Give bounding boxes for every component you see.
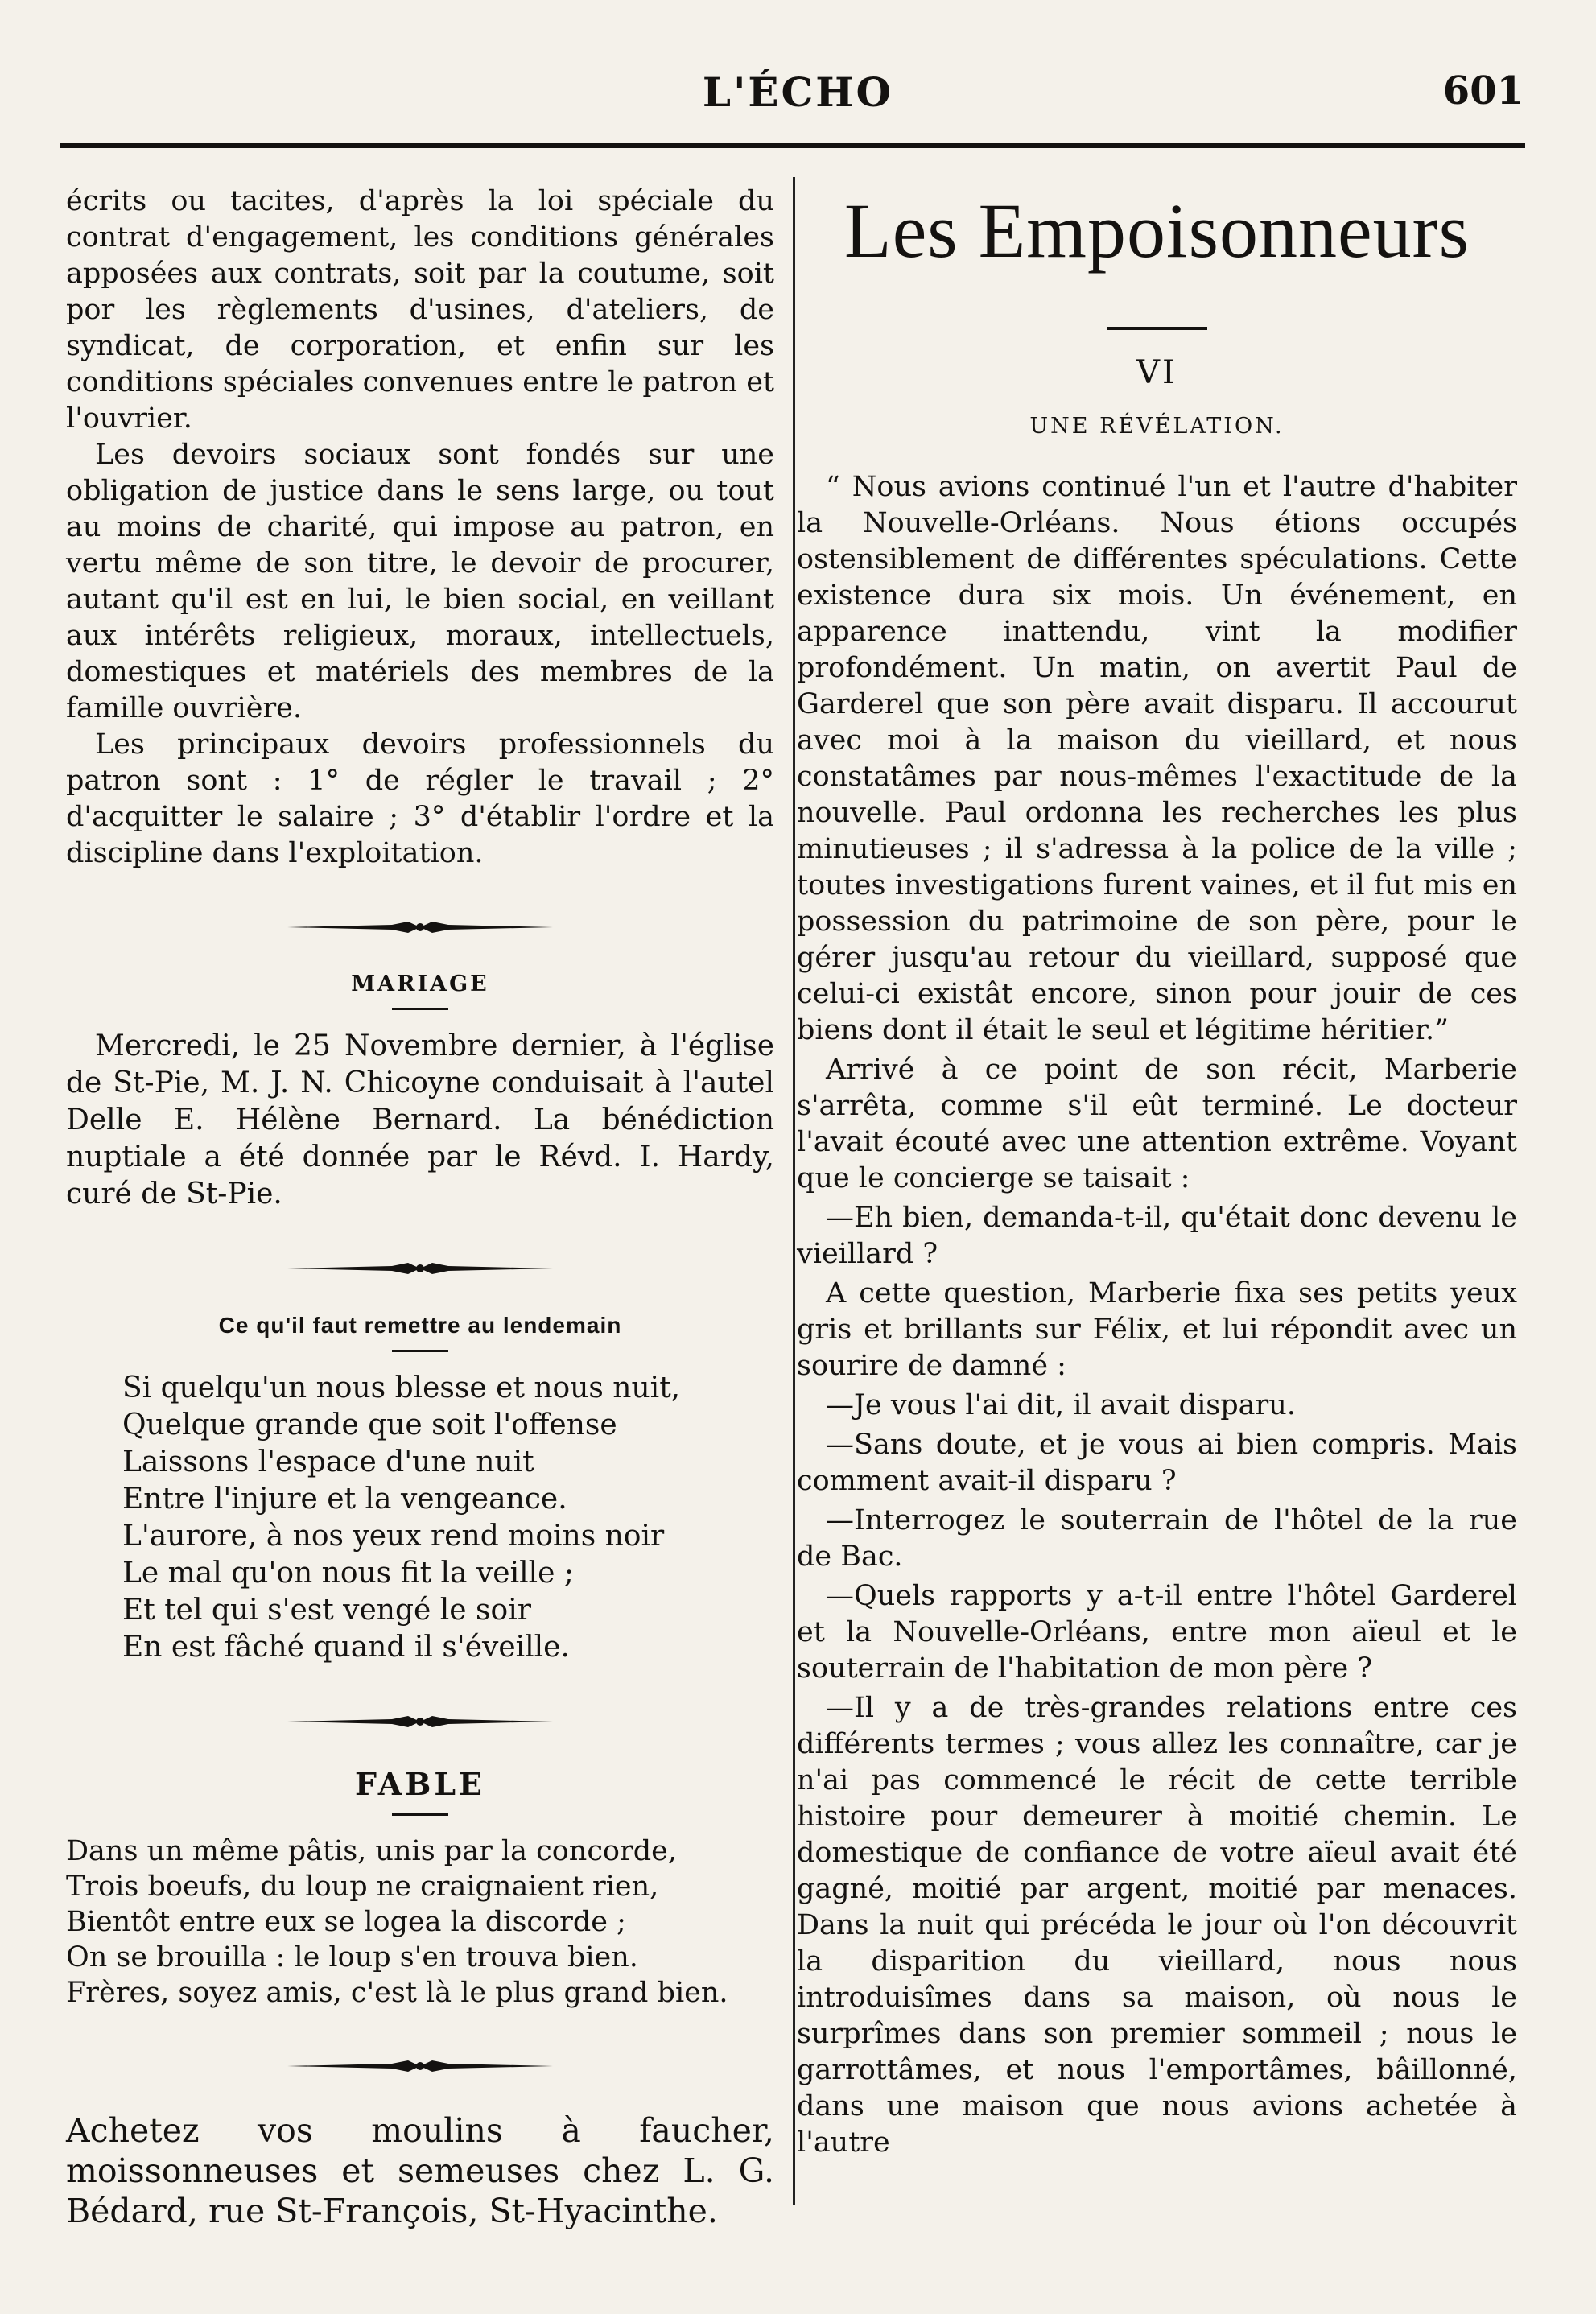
continuation-paragraph: écrits ou tacites, d'après la loi spéciale du contrat d'engagement, les conditions générales apposées aux contrats, soit par la coutume, soit por les règlements d'usines, d'ateliers, de syndicat, de corporation, et enfin sur les conditions spéciales convenues entre le patron et l'ouvrier. — [66, 185, 774, 435]
story-paragraph: “ Nous avions continué l'un et l'autre d'habiter la Nouvelle-Orléans. Nous étions occupés ostensiblement de différentes spéculations. Cette existence dura six mois. Un événement, en apparence inattendu, vint la modifier profondément. Un matin, on avertit Paul de Garderel que son père avait disparu. Il accourut avec moi à la maison du vieillard, et nous constatâmes par nous-mêmes l'exactitude de la nouvelle. Paul ordonna les recherches les plus minutieuses ; il s'adressa à la police de la ville ; toutes investigations furent vaines, et il fut mis en possession du patrimoine de son père, pour le gérer jusqu'au retour du vieillard, supposé que celui-ci existât encore, sinon pour jouir de ces biens dont il était le seul et légitime héritier.” — [797, 471, 1517, 1046]
left-column — [66, 184, 774, 2231]
title-rule — [1107, 327, 1207, 330]
heading-rule — [392, 1813, 448, 1816]
right-column — [797, 184, 1517, 2164]
fable-line: Dans un même pâtis, unis par la concorde, — [66, 1835, 677, 1867]
poem-line: Entre l'injure et la vengeance. — [122, 1483, 567, 1516]
story-paragraph: —Quels rapports y a-t-il entre l'hôtel Garderel et la Nouvelle-Orléans, entre mon aïeul et le souterrain de l'habitation de mon père ? — [797, 1580, 1517, 1685]
mariage-heading: MARIAGE — [351, 971, 489, 996]
poem-heading: Ce qu'il faut remettre au lendemain — [218, 1313, 622, 1338]
story-paragraph: A cette question, Marberie fixa ses petits yeux gris et brillants sur Félix, et lui répondit avec un sourire de damné : — [797, 1277, 1517, 1382]
ornamental-divider — [287, 2057, 553, 2075]
story-paragraph: —Interrogez le souterrain de l'hôtel de la rue de Bac. — [797, 1504, 1517, 1573]
chapter-number: VI — [1136, 354, 1177, 391]
running-header — [0, 68, 1596, 125]
poem — [122, 1370, 774, 1666]
story-paragraph: —Sans doute, et je vous ai bien compris. Mais comment avait-il disparu ? — [797, 1429, 1517, 1497]
poem-line: Et tel qui s'est vengé le soir — [122, 1594, 531, 1627]
header-rule — [60, 143, 1525, 148]
heading-rule — [392, 1350, 448, 1352]
story-title: Les Empoisonneurs — [844, 188, 1470, 274]
column-divider — [793, 177, 795, 2205]
advertisement: Achetez vos moulins à faucher, moissonneuses et semeuses chez L. G. Bédard, rue St-François, St-Hyacinthe. — [66, 2111, 774, 2230]
heading-rule — [392, 1008, 448, 1010]
story-paragraph: —Il y a de très-grandes relations entre ces différents termes ; vous allez les connaître, car je n'ai pas commencé le récit de cette terrible histoire pour demeurer à moitié chemin. Le domestique de confiance de votre aïeul avait été gagné, moitié par argent, moitié par menaces. Dans la nuit qui précéda le jour où l'on découvrit la disparition du vieillard, nous nous introduisîmes dans sa maison, où nous le surprîmes dans son premier sommeil ; nous le garrottâmes, et nous l'emportâmes, bâillonné, dans une maison que nous avions achetée à l'autre — [797, 1692, 1517, 2159]
story-paragraph: —Je vous l'ai dit, il avait disparu. — [826, 1389, 1296, 1421]
poem-line: Laissons l'espace d'une nuit — [122, 1446, 534, 1479]
poem-line: Quelque grande que soit l'offense — [122, 1409, 617, 1442]
chapter-title: UNE RÉVÉLATION. — [1029, 414, 1285, 439]
poem-line: En est fâché quand il s'éveille. — [122, 1631, 570, 1664]
continuation-paragraph: Les devoirs sociaux sont fondés sur une obligation de justice dans le sens large, ou tout au moins de charité, qui impose au patron, en vertu même de son titre, le devoir de procurer, autant qu'il est en lui, le bien social, en veillant aux intérêts religieux, moraux, intellectuels, domestiques et matériels des membres de la famille ouvrière. — [66, 439, 774, 724]
fable-heading: FABLE — [354, 1766, 486, 1802]
story-paragraph: —Eh bien, demanda-t-il, qu'était donc devenu le vieillard ? — [797, 1202, 1517, 1270]
fable-line: Frères, soyez amis, c'est là le plus grand bien. — [66, 1977, 728, 2009]
continuation-paragraph: Les principaux devoirs professionnels du patron sont : 1° de régler le travail ; 2° d'acquitter le salaire ; 3° d'établir l'ordre et la discipline dans l'exploitation. — [66, 728, 774, 869]
poem-line: L'aurore, à nos yeux rend moins noir — [122, 1520, 665, 1553]
poem-line: Le mal qu'on nous fit la veille ; — [122, 1557, 575, 1590]
mariage-text: Mercredi, le 25 Novembre dernier, à l'église de St-Pie, M. J. N. Chicoyne conduisait à l'autel Delle E. Hélène Bernard. La bénédiction nuptiale a été donnée par le Révd. I. Hardy, curé de St-Pie. — [66, 1029, 774, 1211]
ornamental-divider — [287, 1260, 553, 1277]
fable-line: Trois boeufs, du loup ne craignaient rien, — [66, 1871, 659, 1903]
ornamental-divider — [287, 1713, 553, 1730]
story-paragraph: Arrivé à ce point de son récit, Marberie s'arrêta, comme s'il eût terminé. Le docteur l'avait écouté avec une attention extrême. Voyant que le concierge se taisait : — [797, 1054, 1517, 1194]
page-number: 601 — [1442, 68, 1524, 113]
fable-line: On se brouilla : le loup s'en trouva bien. — [66, 1941, 638, 1974]
story-body — [797, 469, 1517, 2161]
ornamental-divider — [287, 918, 553, 936]
poem-line: Si quelqu'un nous blesse et nous nuit, — [122, 1371, 681, 1404]
newspaper-title: L'ÉCHO — [702, 68, 894, 116]
fable — [66, 1833, 774, 2011]
fable-line: Bientôt entre eux se logea la discorde ; — [66, 1906, 626, 1938]
